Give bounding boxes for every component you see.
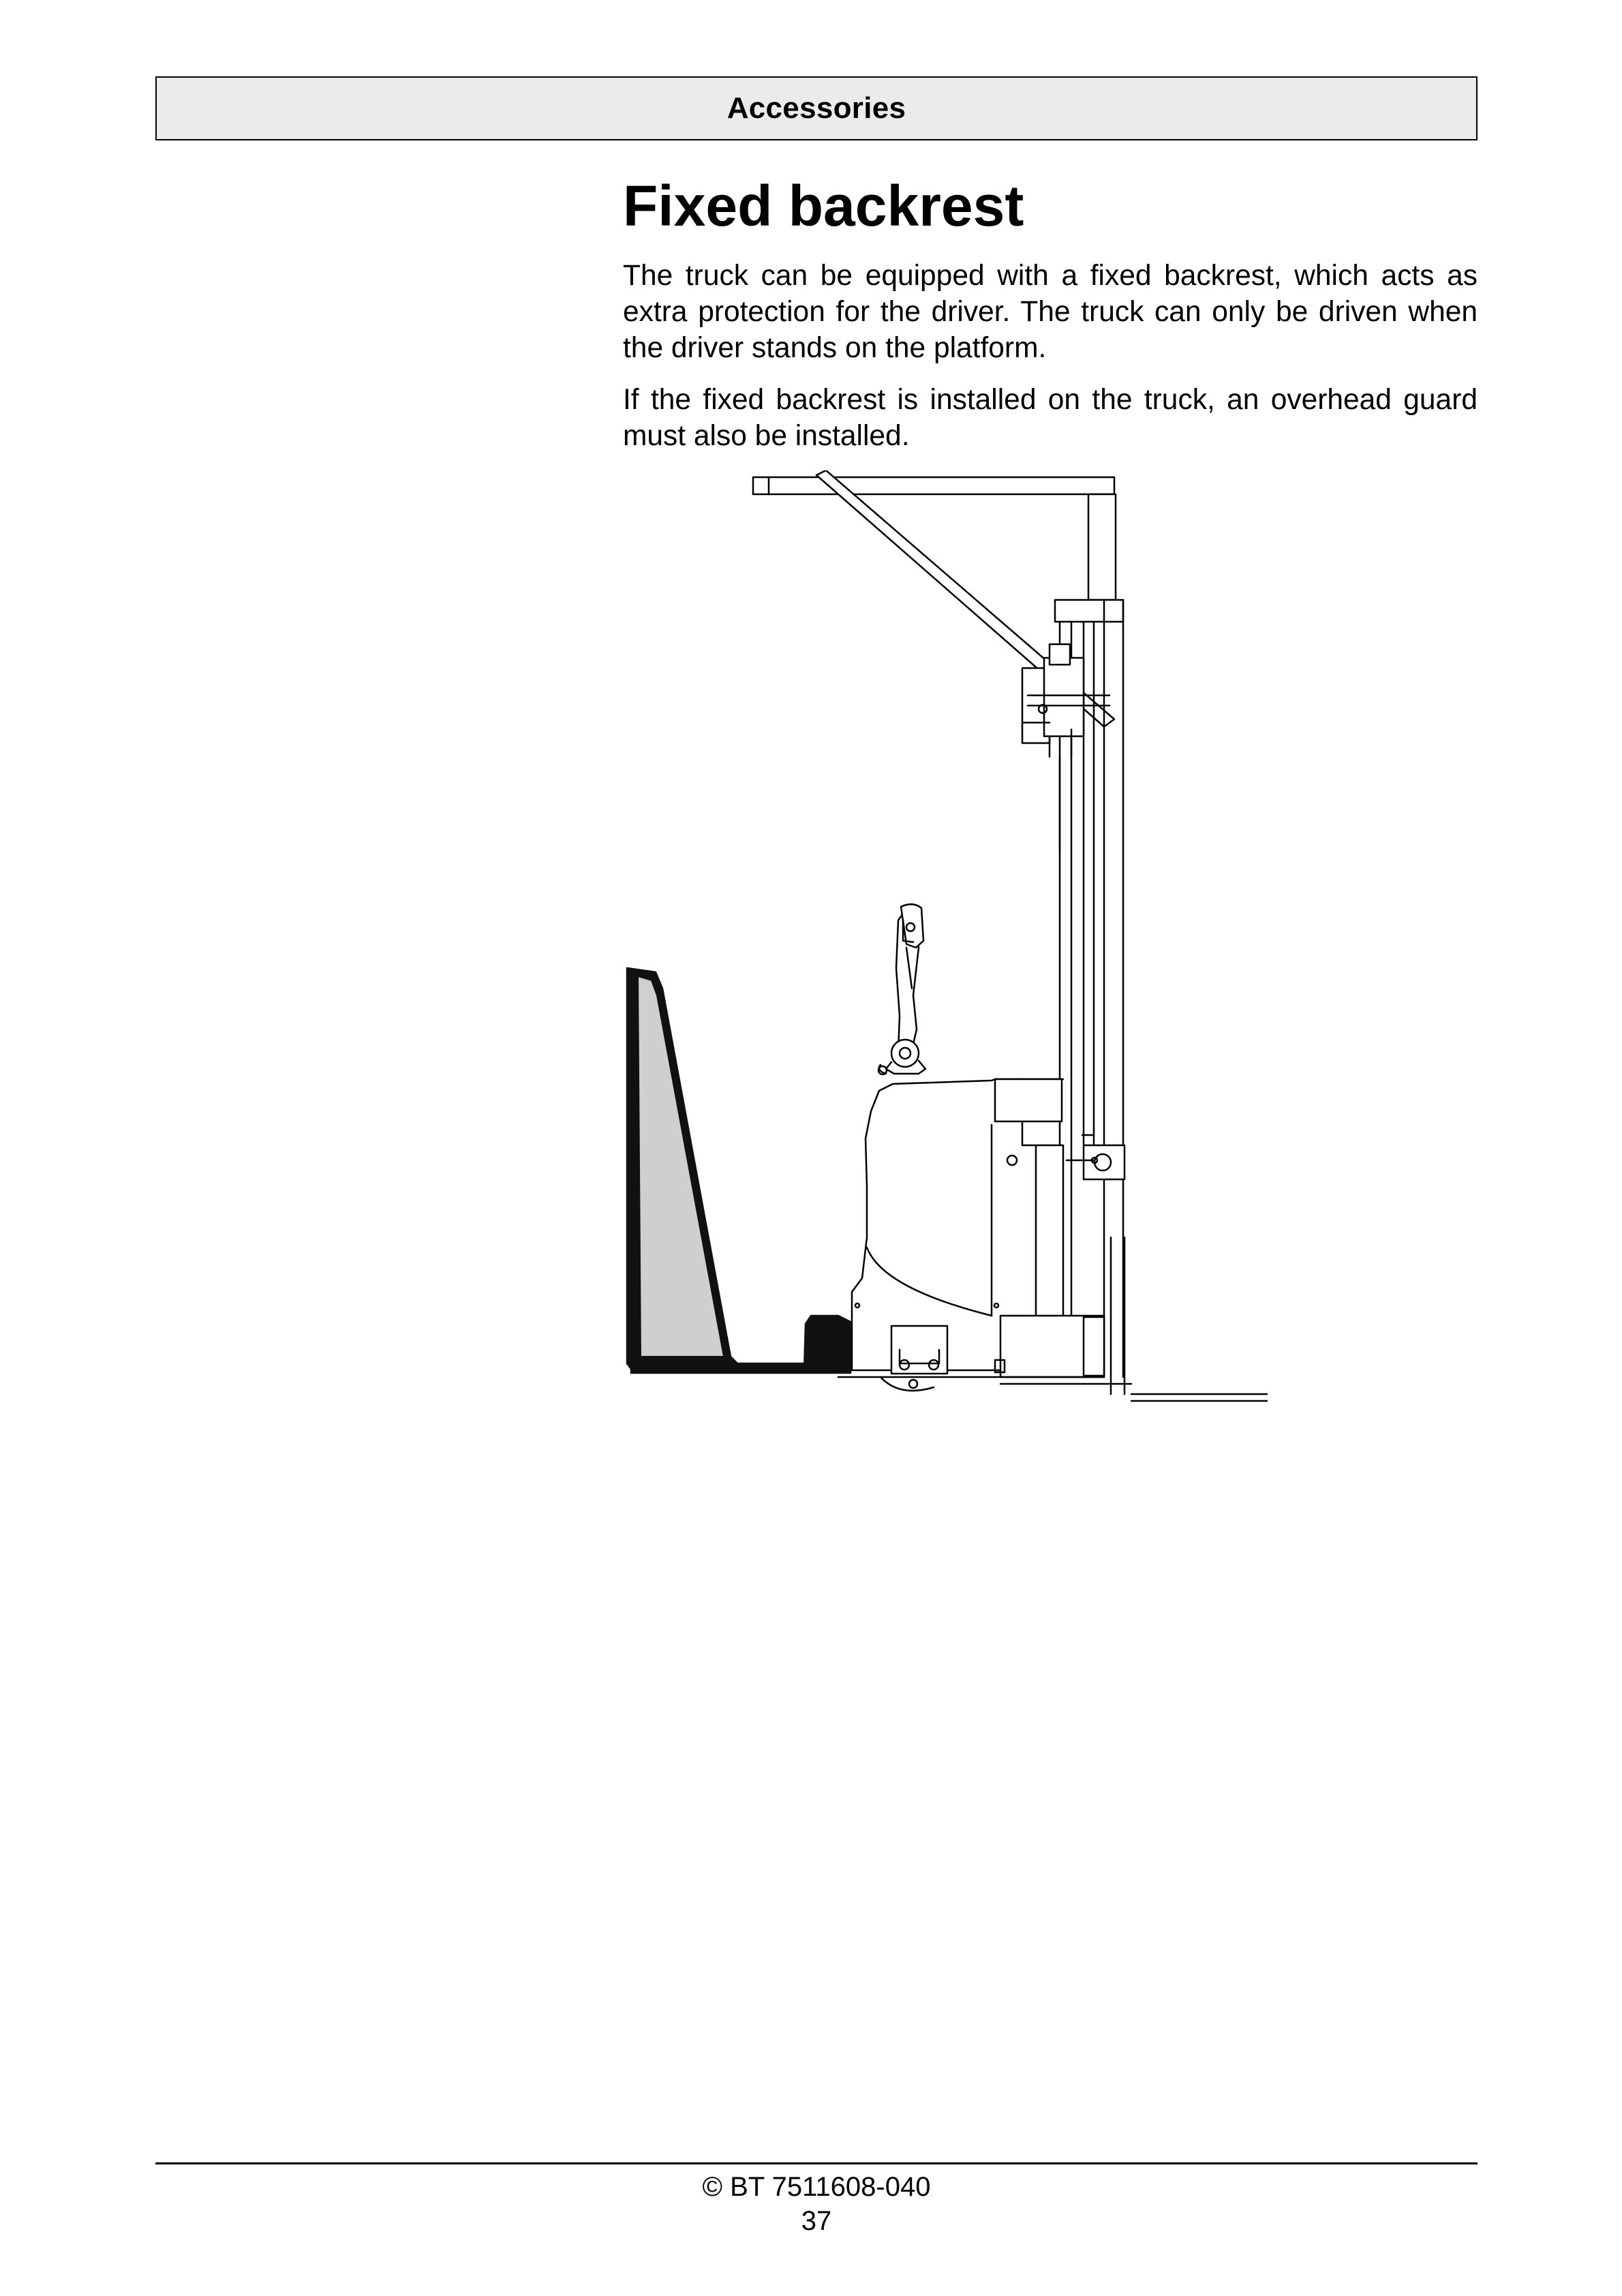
cylinder-box — [1067, 1135, 1124, 1179]
section-header — [155, 76, 1478, 140]
paragraph-intro: The truck can be equipped with a fixed backrest, which acts as extra protection for the driver. The truck can only be driven when the driver stands on the platform. — [623, 260, 1478, 364]
footer-rule — [155, 2162, 1478, 2164]
footer-document-code: © BT 7511608-040 — [702, 2172, 931, 2202]
footer-page-number: 37 — [801, 2206, 832, 2236]
truck-illustration — [613, 470, 1268, 1418]
fixed-backrest — [627, 968, 743, 1369]
chassis — [838, 1079, 1131, 1384]
paragraph-overhead-guard: If the fixed backrest is installed on the truck, an overhead guard must also be installed. — [623, 384, 1478, 452]
page-title: Fixed backrest — [623, 174, 1024, 238]
tiller — [878, 904, 925, 1074]
section-title: Accessories — [726, 91, 906, 125]
